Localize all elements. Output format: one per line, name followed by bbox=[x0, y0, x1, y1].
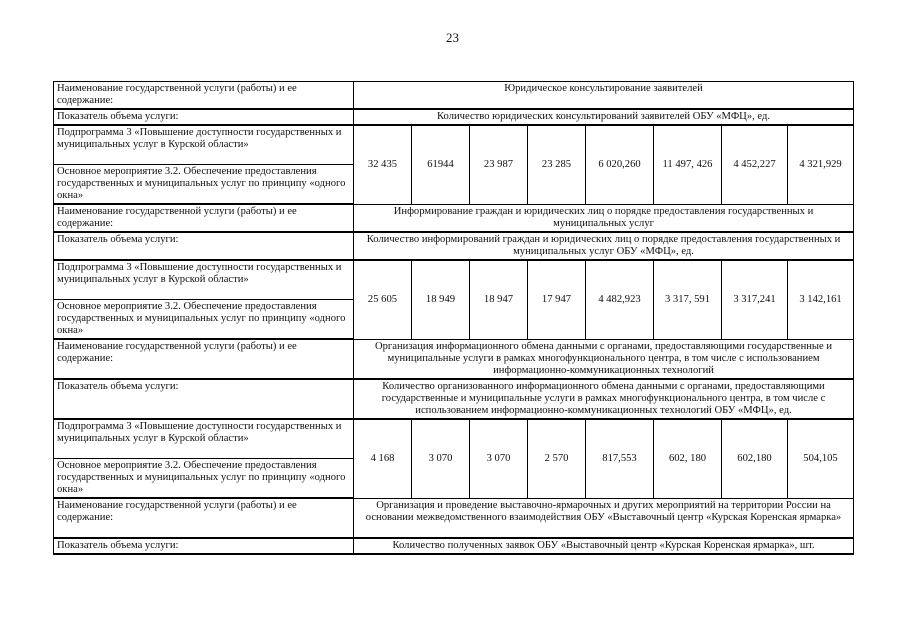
value-cell: 817,553 bbox=[586, 419, 654, 498]
value-cell: 4 452,227 bbox=[722, 125, 788, 204]
subprogram-row bbox=[54, 419, 854, 459]
volume-indicator-value: Количество организованного информационного обмена данными с органами, предоставляющими государственные и муниципальные услуги в рамках многофункционального центра, в том числе с использованием информационно-коммуникационных технологий ОБУ «МФЦ», ед. bbox=[354, 379, 854, 419]
service-name-row bbox=[54, 339, 854, 379]
service-name-label: Наименование государственной услуги (работы) и ее содержание: bbox=[54, 339, 354, 379]
volume-indicator-value: Количество юридических консультирований заявителей ОБУ «МФЦ», ед. bbox=[354, 109, 854, 125]
value-cell: 602, 180 bbox=[654, 419, 722, 498]
service-name-label: Наименование государственной услуги (работы) и ее содержание: bbox=[54, 498, 354, 538]
value-cell: 11 497, 426 bbox=[654, 125, 722, 204]
subprogram-cell: Подпрограмма 3 «Повышение доступности государственных и муниципальных услуг в Курской области» bbox=[54, 125, 354, 165]
service-name-value: Юридическое консультирование заявителей bbox=[354, 82, 854, 110]
volume-indicator-row bbox=[54, 538, 854, 554]
value-cell: 504,105 bbox=[788, 419, 854, 498]
service-name-row bbox=[54, 498, 854, 538]
service-name-value: Информирование граждан и юридических лиц о порядке предоставления государственных и муниципальных услуг bbox=[354, 204, 854, 232]
page-number: 23 bbox=[446, 30, 459, 45]
volume-indicator-value: Количество полученных заявок ОБУ «Выставочный центр «Курская Коренская ярмарка», шт. bbox=[354, 538, 854, 554]
service-name-value: Организация и проведение выставочно-ярмарочных и других мероприятий на территории России на основании межведомственного взаимодействия ОБУ «Выставочный центр «Курская Коренская ярмарка» bbox=[354, 498, 854, 538]
volume-indicator-label: Показатель объема услуги: bbox=[54, 109, 354, 125]
value-cell: 23 285 bbox=[528, 125, 586, 204]
value-cell: 17 947 bbox=[528, 260, 586, 339]
value-cell: 18 947 bbox=[470, 260, 528, 339]
measure-cell: Основное мероприятие 3.2. Обеспечение предоставления государственных и муниципальных услуг по принципу «одного окна» bbox=[54, 459, 354, 499]
value-cell: 3 070 bbox=[470, 419, 528, 498]
value-cell: 3 070 bbox=[412, 419, 470, 498]
value-cell: 3 317,241 bbox=[722, 260, 788, 339]
subprogram-row bbox=[54, 125, 854, 165]
value-cell: 61944 bbox=[412, 125, 470, 204]
service-name-row bbox=[54, 204, 854, 232]
service-name-label: Наименование государственной услуги (работы) и ее содержание: bbox=[54, 82, 354, 110]
volume-indicator-row bbox=[54, 109, 854, 125]
service-volume-table bbox=[53, 81, 854, 555]
value-cell: 4 168 bbox=[354, 419, 412, 498]
subprogram-row bbox=[54, 260, 854, 300]
service-name-label: Наименование государственной услуги (работы) и ее содержание: bbox=[54, 204, 354, 232]
volume-indicator-row bbox=[54, 232, 854, 260]
service-name-row bbox=[54, 82, 854, 110]
value-cell: 2 570 bbox=[528, 419, 586, 498]
value-cell: 32 435 bbox=[354, 125, 412, 204]
value-cell: 3 142,161 bbox=[788, 260, 854, 339]
volume-indicator-label: Показатель объема услуги: bbox=[54, 538, 354, 554]
value-cell: 6 020,260 bbox=[586, 125, 654, 204]
value-cell: 3 317, 591 bbox=[654, 260, 722, 339]
service-name-value: Организация информационного обмена данными с органами, предоставляющими государственные и муниципальные услуги в рамках многофункционального центра, в том числе с использованием информационно-коммуникационных технологий bbox=[354, 339, 854, 379]
value-cell: 25 605 bbox=[354, 260, 412, 339]
subprogram-cell: Подпрограмма 3 «Повышение доступности государственных и муниципальных услуг в Курской области» bbox=[54, 419, 354, 459]
measure-cell: Основное мероприятие 3.2. Обеспечение предоставления государственных и муниципальных услуг по принципу «одного окна» bbox=[54, 300, 354, 340]
value-cell: 23 987 bbox=[470, 125, 528, 204]
volume-indicator-row bbox=[54, 379, 854, 419]
volume-indicator-label: Показатель объема услуги: bbox=[54, 379, 354, 419]
subprogram-cell: Подпрограмма 3 «Повышение доступности государственных и муниципальных услуг в Курской области» bbox=[54, 260, 354, 300]
value-cell: 602,180 bbox=[722, 419, 788, 498]
volume-indicator-label: Показатель объема услуги: bbox=[54, 232, 354, 260]
volume-indicator-value: Количество информирований граждан и юридических лиц о порядке предоставления государственных и муниципальных услуг ОБУ «МФЦ», ед. bbox=[354, 232, 854, 260]
value-cell: 4 321,929 bbox=[788, 125, 854, 204]
measure-cell: Основное мероприятие 3.2. Обеспечение предоставления государственных и муниципальных услуг по принципу «одного окна» bbox=[54, 165, 354, 205]
value-cell: 4 482,923 bbox=[586, 260, 654, 339]
value-cell: 18 949 bbox=[412, 260, 470, 339]
